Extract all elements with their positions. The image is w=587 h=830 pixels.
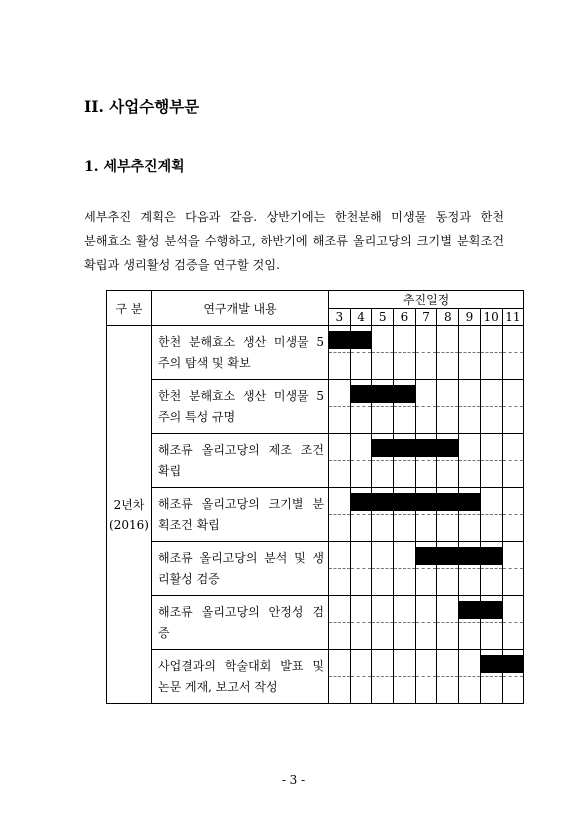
task-line: 주의 탐색 및 확보	[158, 355, 251, 370]
schedule-cell	[394, 488, 416, 515]
schedule-cell	[502, 596, 524, 623]
task-row	[107, 380, 524, 407]
header-division: 구 분	[107, 291, 152, 326]
schedule-cell	[480, 569, 502, 596]
schedule-cell	[394, 353, 416, 380]
schedule-cell	[459, 488, 481, 515]
schedule-cell	[372, 569, 394, 596]
schedule-cell	[415, 461, 437, 488]
schedule-cell	[415, 380, 437, 407]
schedule-bar	[458, 493, 480, 511]
schedule-cell	[372, 353, 394, 380]
paragraph-line: 세부추진 계획은 다음과 같음. 상반기에는 한천분해 미생물 동정과 한천	[84, 210, 504, 224]
schedule-cell	[394, 569, 416, 596]
task-description	[152, 488, 329, 542]
schedule-cell	[372, 677, 394, 704]
schedule-bar	[502, 655, 524, 673]
schedule-cell	[502, 677, 524, 704]
schedule-cell	[415, 326, 437, 353]
task-description	[152, 542, 329, 596]
schedule-cell	[459, 542, 481, 569]
schedule-cell	[480, 488, 502, 515]
schedule-cell	[394, 515, 416, 542]
schedule-cell	[459, 569, 481, 596]
schedule-cell	[502, 461, 524, 488]
schedule-cell	[437, 542, 459, 569]
schedule-cell	[502, 515, 524, 542]
month-header: 9	[459, 309, 481, 326]
schedule-cell	[502, 650, 524, 677]
schedule-cell	[350, 569, 372, 596]
schedule-cell	[437, 434, 459, 461]
schedule-cell	[350, 623, 372, 650]
schedule-cell	[350, 515, 372, 542]
schedule-cell	[372, 650, 394, 677]
schedule-bar	[372, 439, 394, 457]
task-description	[152, 650, 329, 704]
month-header: 8	[437, 309, 459, 326]
schedule-cell	[350, 677, 372, 704]
schedule-bar	[329, 331, 351, 349]
schedule-cell	[329, 650, 351, 677]
schedule-cell	[437, 650, 459, 677]
schedule-cell	[415, 488, 437, 515]
schedule-cell	[459, 353, 481, 380]
schedule-bar	[371, 385, 394, 403]
schedule-cell	[350, 542, 372, 569]
schedule-cell	[502, 407, 524, 434]
schedule-cell	[350, 596, 372, 623]
paragraph-line: 분해효소 활성 분석을 수행하고, 하반기에 해조류 올리고당의 크기별 분획조건	[84, 234, 504, 248]
year-label-line: (2016)	[109, 517, 149, 532]
schedule-cell	[480, 326, 502, 353]
schedule-cell	[372, 596, 394, 623]
schedule-bar	[416, 547, 438, 565]
schedule-cell	[502, 326, 524, 353]
month-header: 11	[502, 309, 524, 326]
schedule-cell	[415, 623, 437, 650]
task-row	[107, 434, 524, 461]
schedule-cell	[480, 677, 502, 704]
schedule-cell	[459, 326, 481, 353]
schedule-cell	[480, 515, 502, 542]
task-row	[107, 542, 524, 569]
month-header: 6	[394, 309, 416, 326]
schedule-cell	[459, 407, 481, 434]
schedule-cell	[394, 380, 416, 407]
schedule-cell	[329, 623, 351, 650]
schedule-cell	[480, 434, 502, 461]
schedule-cell	[394, 461, 416, 488]
schedule-cell	[415, 569, 437, 596]
schedule-cell	[459, 380, 481, 407]
schedule-cell	[459, 434, 481, 461]
schedule-bar	[415, 493, 438, 511]
schedule-cell	[329, 488, 351, 515]
schedule-cell	[394, 542, 416, 569]
schedule-cell	[415, 677, 437, 704]
schedule-bar	[459, 601, 481, 619]
schedule-cell	[480, 596, 502, 623]
task-row	[107, 650, 524, 677]
schedule-bar	[393, 385, 415, 403]
schedule-cell	[415, 515, 437, 542]
schedule-cell	[415, 407, 437, 434]
schedule-bar	[351, 385, 373, 403]
schedule-cell	[415, 596, 437, 623]
schedule-cell	[350, 461, 372, 488]
schedule-bar	[436, 439, 458, 457]
schedule-cell	[329, 515, 351, 542]
schedule-cell	[437, 569, 459, 596]
schedule-cell	[437, 596, 459, 623]
schedule-cell	[372, 542, 394, 569]
schedule-cell	[437, 380, 459, 407]
schedule-cell	[480, 380, 502, 407]
schedule-bar	[481, 655, 503, 673]
subsection-title: 1. 세부추진계획	[84, 159, 185, 175]
schedule-cell	[329, 596, 351, 623]
task-line: 해조류 올리고당의 안정성 검	[158, 604, 324, 619]
schedule-cell	[372, 326, 394, 353]
schedule-cell	[437, 623, 459, 650]
schedule-bar	[436, 493, 459, 511]
schedule-cell	[329, 326, 351, 353]
schedule-cell	[372, 461, 394, 488]
schedule-bar	[351, 493, 373, 511]
schedule-cell	[459, 596, 481, 623]
schedule-cell	[329, 434, 351, 461]
schedule-cell	[480, 407, 502, 434]
schedule-cell	[415, 542, 437, 569]
schedule-cell	[350, 488, 372, 515]
schedule-cell	[502, 623, 524, 650]
schedule-cell	[350, 353, 372, 380]
schedule-bar	[480, 547, 502, 565]
schedule-cell	[437, 326, 459, 353]
task-line: 해조류 올리고당의 분석 및 생	[158, 550, 324, 565]
schedule-bar	[436, 547, 459, 565]
schedule-cell	[459, 650, 481, 677]
month-header: 10	[480, 309, 502, 326]
task-description	[152, 380, 329, 434]
schedule-table	[106, 290, 524, 704]
schedule-cell	[480, 623, 502, 650]
schedule-bar	[393, 493, 416, 511]
month-header: 4	[350, 309, 372, 326]
task-description	[152, 434, 329, 488]
schedule-cell	[437, 461, 459, 488]
schedule-cell	[394, 407, 416, 434]
task-line: 논문 게재, 보고서 작성	[158, 679, 278, 694]
task-line: 한천 분해효소 생산 미생물 5	[158, 388, 324, 403]
schedule-cell	[372, 515, 394, 542]
schedule-cell	[372, 623, 394, 650]
schedule-cell	[350, 407, 372, 434]
schedule-cell	[372, 434, 394, 461]
schedule-cell	[329, 353, 351, 380]
schedule-cell	[502, 353, 524, 380]
schedule-bar	[393, 439, 416, 457]
task-line: 리활성 검증	[158, 571, 220, 586]
month-header: 7	[415, 309, 437, 326]
task-line: 해조류 올리고당의 제조 조건	[158, 442, 324, 457]
schedule-cell	[480, 542, 502, 569]
schedule-cell	[329, 380, 351, 407]
schedule-cell	[394, 623, 416, 650]
schedule-cell	[502, 569, 524, 596]
page-number: - 3 -	[281, 773, 306, 787]
year-label-line: 2년차	[113, 497, 145, 512]
schedule-cell	[415, 650, 437, 677]
month-header: 5	[372, 309, 394, 326]
header-content: 연구개발 내용	[152, 291, 329, 326]
schedule-cell	[329, 677, 351, 704]
schedule-cell	[459, 461, 481, 488]
schedule-cell	[502, 380, 524, 407]
schedule-cell	[502, 488, 524, 515]
schedule-cell	[437, 407, 459, 434]
schedule-cell	[437, 677, 459, 704]
schedule-bar	[371, 493, 394, 511]
year-label	[107, 326, 152, 704]
schedule-cell	[372, 488, 394, 515]
body-paragraph	[84, 205, 504, 277]
schedule-cell	[437, 515, 459, 542]
task-line: 사업결과의 학술대회 발표 및	[158, 658, 324, 673]
schedule-cell	[329, 542, 351, 569]
schedule-cell	[394, 650, 416, 677]
schedule-cell	[329, 461, 351, 488]
schedule-cell	[480, 461, 502, 488]
schedule-cell	[329, 407, 351, 434]
schedule-cell	[502, 434, 524, 461]
task-line: 증	[158, 625, 170, 640]
paragraph-line: 확립과 생리활성 검증을 연구할 것임.	[84, 258, 280, 272]
task-description	[152, 596, 329, 650]
schedule-bar	[415, 439, 438, 457]
task-line: 획조건 확립	[158, 517, 220, 532]
schedule-cell	[415, 353, 437, 380]
schedule-cell	[329, 569, 351, 596]
task-line: 주의 특성 규명	[158, 409, 236, 424]
schedule-bar	[458, 547, 481, 565]
schedule-cell	[372, 407, 394, 434]
task-row	[107, 596, 524, 623]
schedule-cell	[459, 677, 481, 704]
schedule-cell	[437, 353, 459, 380]
task-description	[152, 326, 329, 380]
schedule-cell	[502, 542, 524, 569]
schedule-cell	[459, 623, 481, 650]
schedule-cell	[480, 353, 502, 380]
schedule-cell	[394, 596, 416, 623]
schedule-cell	[394, 434, 416, 461]
schedule-cell	[350, 380, 372, 407]
task-row	[107, 326, 524, 353]
schedule-cell	[350, 326, 372, 353]
schedule-cell	[350, 650, 372, 677]
header-schedule: 추진일정	[329, 291, 524, 309]
schedule-cell	[415, 434, 437, 461]
schedule-cell	[437, 488, 459, 515]
schedule-cell	[480, 650, 502, 677]
task-line: 해조류 올리고당의 크기별 분	[158, 496, 324, 511]
task-line: 한천 분해효소 생산 미생물 5	[158, 334, 324, 349]
month-header: 3	[329, 309, 351, 326]
schedule-cell	[394, 326, 416, 353]
section-title: II. 사업수행부문	[84, 97, 200, 116]
schedule-cell	[459, 515, 481, 542]
schedule-cell	[394, 677, 416, 704]
task-line: 확립	[158, 463, 182, 478]
schedule-cell	[372, 380, 394, 407]
schedule-cell	[350, 434, 372, 461]
task-row	[107, 488, 524, 515]
schedule-bar	[480, 601, 502, 619]
schedule-bar	[350, 331, 372, 349]
